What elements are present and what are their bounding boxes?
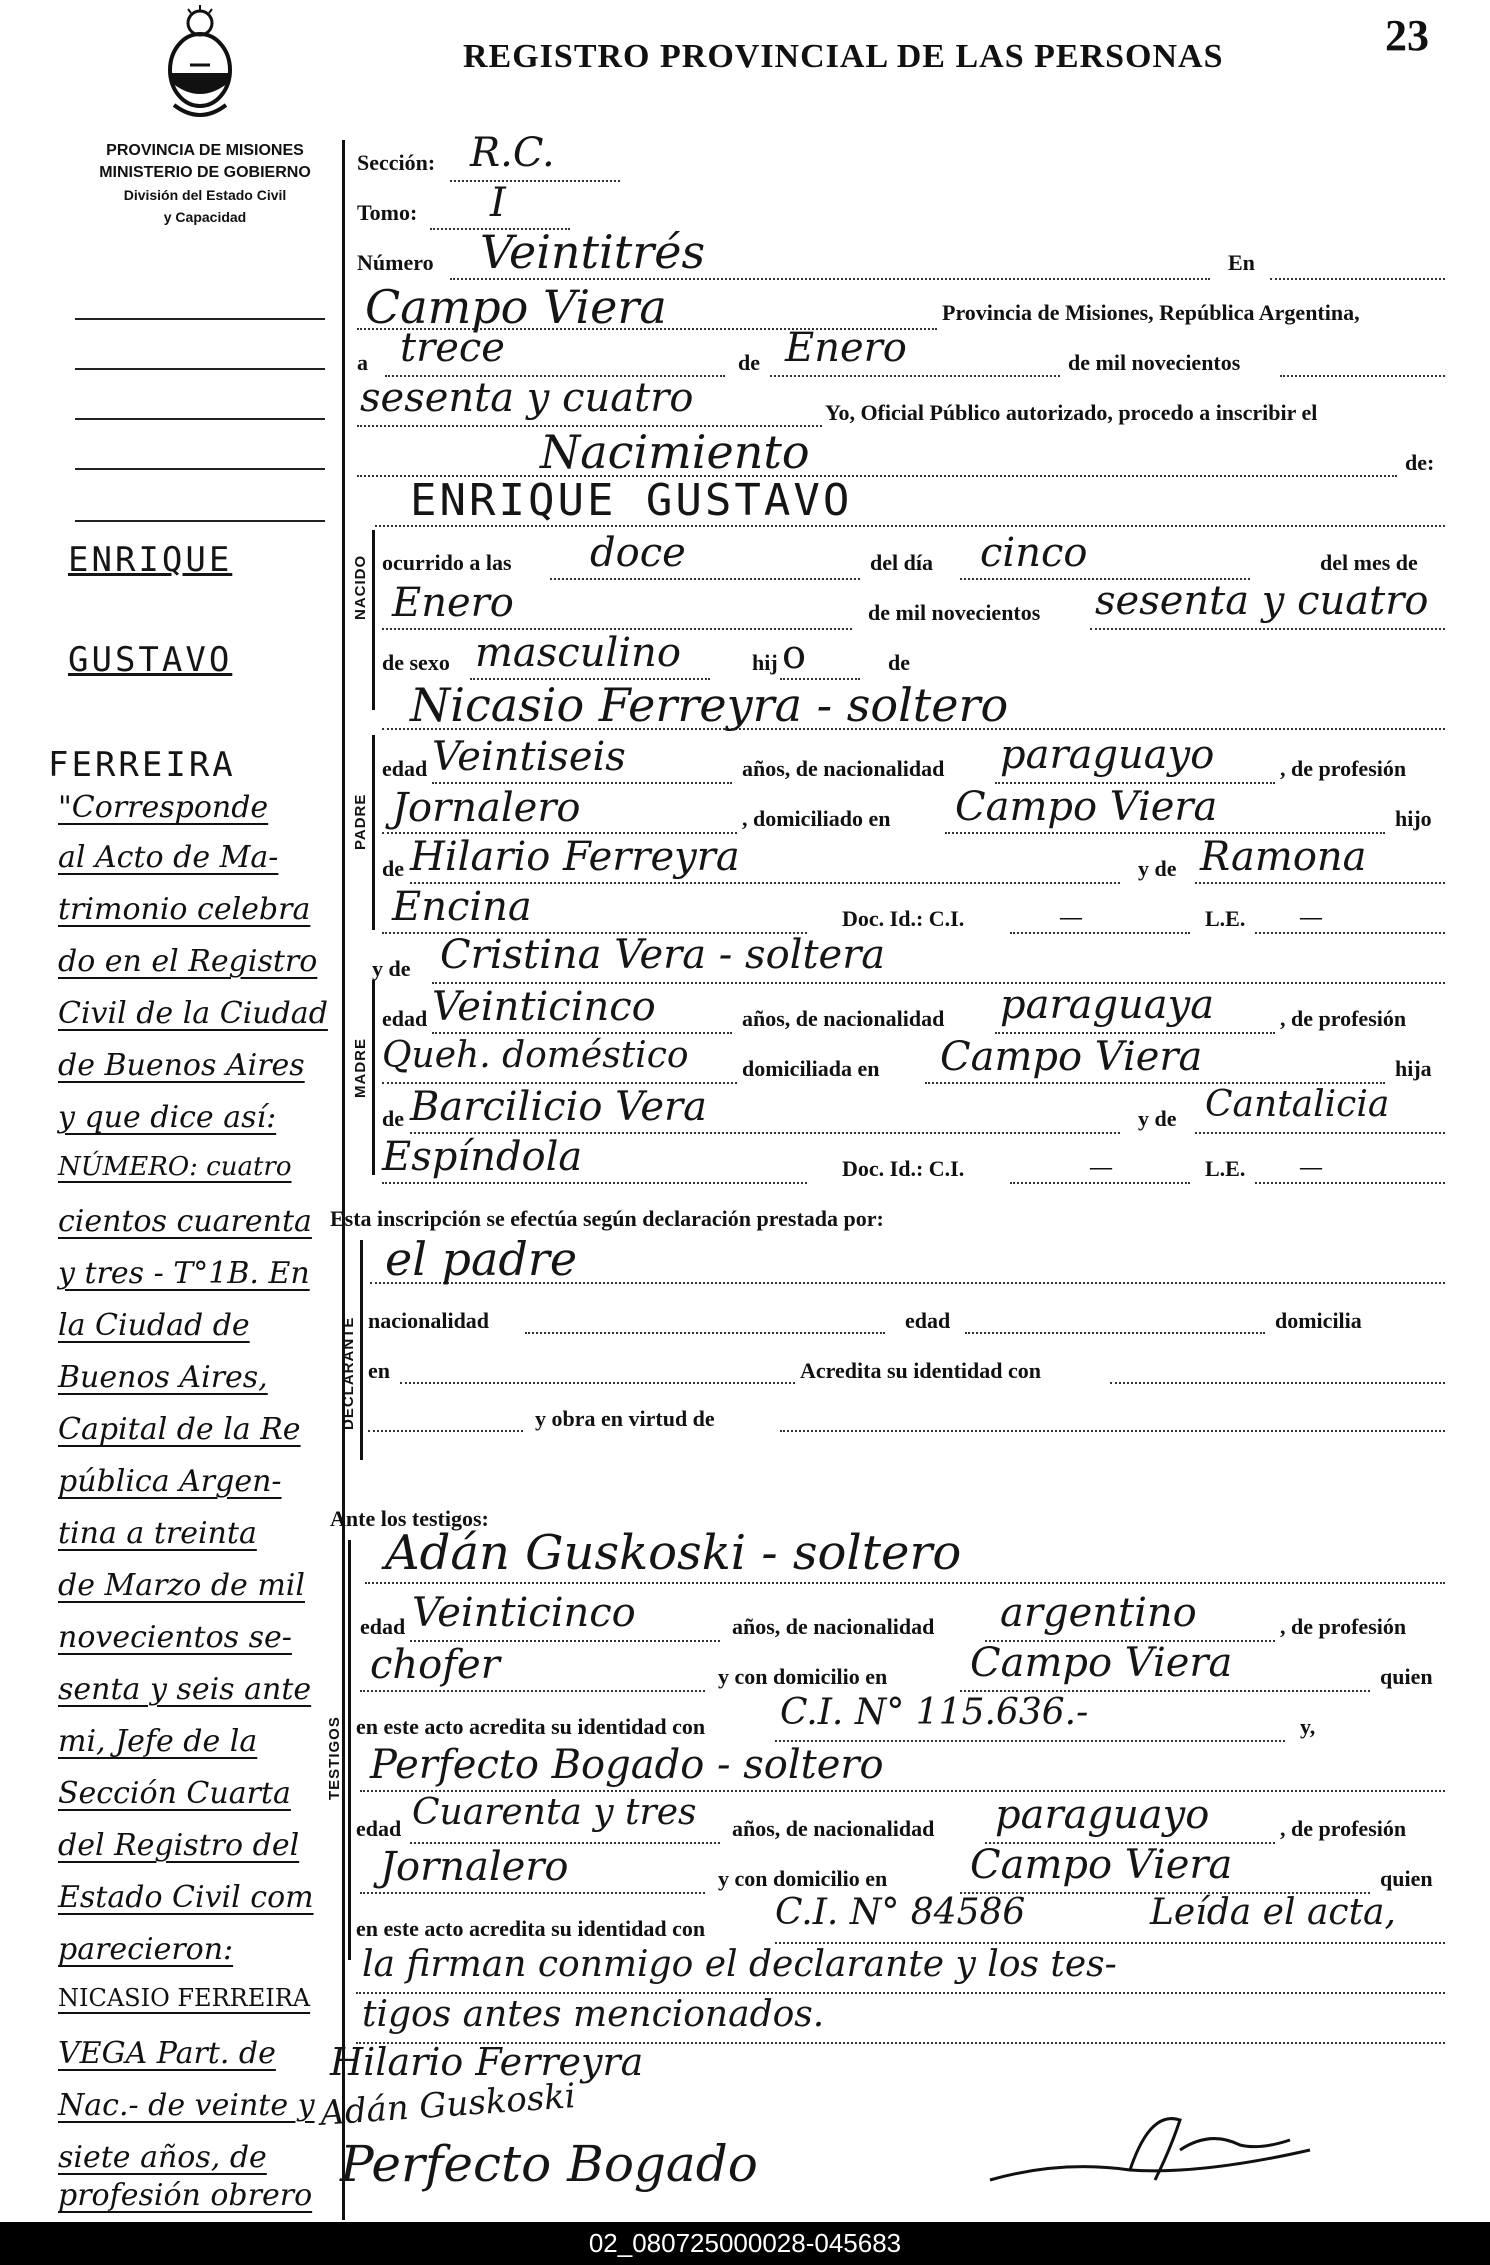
padre-madre-de-value-1: Ramona: [1200, 834, 1367, 880]
t1-nombre-value: Adán Guskoski - soltero: [385, 1525, 962, 1581]
madre-y-de2-line: [1195, 1132, 1445, 1134]
nacido-bracket: [372, 530, 375, 710]
t1-edad-value: Veinticinco: [412, 1590, 636, 1636]
margin-note-line: tina a treinta: [58, 1516, 257, 1551]
seccion-value: R.C.: [470, 130, 555, 176]
margin-note-line: y tres - T°1B. En: [58, 1256, 310, 1291]
t1-quien-label: quien: [1380, 1664, 1433, 1689]
padre-doc-line: [1010, 932, 1190, 934]
nombre-value: ENRIQUE GUSTAVO: [410, 475, 853, 526]
nacido-de-label: de: [888, 650, 910, 675]
numero-value: Veintitrés: [480, 225, 706, 279]
margin-blank-line: [75, 368, 325, 370]
cierre-line-3: tigos antes mencionados.: [362, 1994, 825, 2035]
margin-note-line: Sección Cuarta: [58, 1776, 291, 1811]
declarante-obra-line: [780, 1430, 1445, 1432]
margin-note-line: Buenos Aires,: [58, 1360, 268, 1395]
padre-dom-value: Campo Viera: [955, 784, 1218, 830]
padre-nac-label: años, de nacionalidad: [742, 756, 945, 781]
t1-dom-value: Campo Viera: [970, 1640, 1233, 1686]
signature-padre: Hilario Ferreyra: [330, 2040, 644, 2084]
t1-prof-label: , de profesión: [1280, 1614, 1407, 1639]
hora-value: doce: [590, 530, 686, 576]
seccion-label: Sección:: [357, 150, 436, 175]
margin-note-line: Capital de la Re: [58, 1412, 301, 1447]
declarante-en-label: en: [368, 1358, 390, 1383]
madre-y-de-label: y de: [372, 956, 411, 981]
t1-dom-label: y con domicilio en: [718, 1664, 888, 1689]
org-line-4: y Capacidad: [163, 209, 247, 225]
t2-quien-label: quien: [1380, 1866, 1433, 1891]
padre-madre-de-value-2: Encina: [392, 884, 532, 930]
hij-value: o: [782, 632, 807, 678]
sexo-value: masculino: [475, 630, 681, 676]
madre-doc-label: Doc. Id.: C.I.: [842, 1156, 965, 1181]
margin-note-line: cientos cuarenta: [58, 1204, 312, 1239]
hora-line: [550, 578, 860, 580]
margin-note-line: pública Argen-: [58, 1464, 282, 1499]
madre-nac-value: paraguaya: [1000, 982, 1215, 1028]
madre-bracket: [372, 980, 375, 1175]
margin-note-line: novecientos se-: [58, 1620, 292, 1655]
declarante-obra-label: y obra en virtud de: [535, 1406, 715, 1431]
mes-value: Enero: [785, 325, 907, 371]
signature-testigo-2: Perfecto Bogado: [340, 2135, 758, 2193]
margin-blank-line: [75, 318, 325, 320]
t2-dom-value: Campo Viera: [970, 1842, 1233, 1888]
de-mil-line: [1280, 375, 1445, 377]
margin-note-line: GUSTAVO: [68, 640, 233, 680]
padre-doc-label: Doc. Id.: C.I.: [842, 906, 965, 931]
org-line-3: División del Estado Civil: [123, 187, 287, 203]
declarante-por-value: el padre: [385, 1232, 578, 1286]
de-label: de: [738, 350, 760, 375]
margin-note-line: mi, Jefe de la: [58, 1724, 258, 1759]
section-madre: MADRE: [352, 1038, 369, 1098]
madre-hija-label: hija: [1395, 1056, 1432, 1081]
del-dia-label: del día: [870, 550, 933, 575]
madre-edad-line: [432, 1032, 732, 1034]
madre-doc-value: —: [1090, 1154, 1112, 1179]
org-line-2: MINISTERIO DE GOBIERNO: [99, 164, 311, 181]
madre-nombre-value: Cristina Vera - soltera: [440, 932, 886, 978]
madre-padre-de-value: Barcilicio Vera: [410, 1084, 707, 1130]
ocurrido-label: ocurrido a las: [382, 550, 512, 575]
declarante-intro-label: Esta inscripción se efectúa según declaración prestada por:: [330, 1206, 884, 1231]
padre-le-line: [1255, 932, 1445, 934]
margin-note-line: de Marzo de mil: [58, 1568, 305, 1603]
padre-y-de-label: y de: [1138, 856, 1177, 881]
margin-note-line: la Ciudad de: [58, 1308, 250, 1343]
padre-prof-label: , de profesión: [1280, 756, 1407, 781]
madre-edad-label: edad: [382, 1006, 428, 1031]
signature-oficial: [980, 2090, 1320, 2200]
en-line: [1270, 278, 1445, 280]
padre-doc-value: —: [1060, 904, 1082, 929]
madre-madre2-line: [382, 1182, 807, 1184]
margin-blank-line: [75, 418, 325, 420]
declarante-dom-label: domicilia: [1275, 1308, 1362, 1333]
t2-nac-label: años, de nacionalidad: [732, 1816, 935, 1841]
madre-prof-value: Queh. doméstico: [382, 1035, 689, 1076]
seccion-line: [450, 180, 620, 182]
t2-doc-value: C.I. N° 84586: [775, 1892, 1026, 1933]
anio-nac-value: sesenta y cuatro: [1095, 578, 1429, 624]
org-line-1: PROVINCIA DE MISIONES: [106, 142, 304, 159]
madre-le-line: [1255, 1182, 1445, 1184]
sexo-label: de sexo: [382, 650, 450, 675]
padre-dom-label: , domiciliado en: [742, 806, 891, 831]
a-label: a: [357, 350, 368, 375]
padre-nombre-value: Nicasio Ferreyra - soltero: [410, 678, 1009, 732]
anio-value: sesenta y cuatro: [360, 375, 694, 421]
tomo-value: I: [490, 180, 506, 226]
t1-y-label: y,: [1300, 1714, 1316, 1739]
margin-note-line: Estado Civil com: [58, 1880, 314, 1915]
en-label: En: [1228, 250, 1255, 275]
testigos-intro-label: Ante los testigos:: [330, 1506, 489, 1531]
declarante-nac-label: nacionalidad: [368, 1308, 490, 1333]
del-mes-label: del mes de: [1320, 550, 1418, 575]
padre-edad-line: [432, 782, 732, 784]
margin-note-line: VEGA Part. de: [58, 2036, 276, 2071]
t1-nombre-line: [365, 1582, 1445, 1584]
page-number: 23: [1385, 11, 1429, 60]
column-divider: [342, 140, 345, 2220]
mil-nac-label: de mil novecientos: [868, 600, 1041, 625]
t2-dom-label: y con domicilio en: [718, 1866, 888, 1891]
madre-madre-de-value-2: Espíndola: [382, 1134, 583, 1180]
padre-prof-value: Jornalero: [392, 785, 581, 831]
margin-note-line: y que dice así:: [58, 1100, 277, 1135]
declarante-acredita-line: [1110, 1382, 1445, 1384]
dia-nac-value: cinco: [980, 530, 1088, 576]
hij-label: hij: [752, 650, 778, 675]
t1-doc-value: C.I. N° 115.636.-: [780, 1692, 1089, 1733]
declarante-bracket: [360, 1240, 363, 1460]
de-mil-label: de mil novecientos: [1068, 350, 1241, 375]
padre-de-label: de: [382, 856, 404, 881]
t2-edad-value: Cuarenta y tres: [412, 1792, 697, 1833]
madre-nac-label: años, de nacionalidad: [742, 1006, 945, 1031]
margin-note-line: Nac.- de veinte y: [58, 2088, 315, 2123]
margin-note-line: de Buenos Aires: [58, 1048, 305, 1083]
margin-note-line: parecieron:: [58, 1932, 234, 1967]
madre-prof-label: , de profesión: [1280, 1006, 1407, 1031]
de-colon-label: de:: [1405, 450, 1435, 475]
mes-nac-value: Enero: [392, 580, 514, 626]
margin-note-line: trimonio celebra: [58, 892, 311, 927]
padre-edad-value: Veintiseis: [432, 734, 626, 780]
padre-nac-value: paraguayo: [1000, 732, 1215, 778]
t1-prof-line: [360, 1690, 705, 1692]
coat-of-arms-icon: [160, 5, 240, 125]
anio-nac-line: [1090, 628, 1445, 630]
t1-edad-label: edad: [360, 1614, 406, 1639]
t1-nac-value: argentino: [1000, 1590, 1197, 1636]
acto-value: Nacimiento: [540, 425, 810, 479]
t2-acredita-label: en este acto acredita su identidad con: [356, 1916, 706, 1941]
t1-prof-value: chofer: [370, 1642, 500, 1688]
margin-note-line: "Corresponde: [58, 790, 269, 825]
padre-y-de-line: [1195, 882, 1445, 884]
section-testigos: TESTIGOS: [326, 1716, 343, 1800]
oficial-label: Yo, Oficial Público autorizado, procedo a inscribir el: [825, 400, 1318, 425]
madre-madre-de-value-1: Cantalicia: [1205, 1084, 1390, 1125]
org-block: [75, 140, 335, 228]
margin-note-line: del Registro del: [58, 1828, 300, 1863]
padre-padre-de-value: Hilario Ferreyra: [410, 834, 740, 880]
testigos-bracket: [348, 1540, 351, 1960]
page-title: REGISTRO PROVINCIAL DE LAS PERSONAS: [463, 38, 1224, 75]
madre-le-label: L.E.: [1205, 1156, 1246, 1181]
margin-note-line: FERREIRA: [48, 745, 236, 785]
madre-doc-line: [1010, 1182, 1190, 1184]
madre-de-label: de: [382, 1106, 404, 1131]
padre-bracket: [372, 735, 375, 930]
madre-dom-label: domiciliada en: [742, 1056, 880, 1081]
mes-line: [770, 375, 1060, 377]
section-padre: PADRE: [352, 793, 369, 850]
madre-dom-value: Campo Viera: [940, 1034, 1203, 1080]
t2-nac-value: paraguayo: [995, 1792, 1210, 1838]
section-declarante: DECLARANTE: [340, 1316, 357, 1430]
signature-testigo-1: Adán Guskoski: [318, 2076, 577, 2134]
margin-note-line: Civil de la Ciudad: [58, 996, 328, 1031]
padre-hijo-label: hijo: [1395, 806, 1432, 831]
margin-note-line: do en el Registro: [58, 944, 318, 979]
t2-prof-value: Jornalero: [380, 1844, 569, 1890]
t2-edad-label: edad: [356, 1816, 402, 1841]
margin-note-line: ENRIQUE: [68, 540, 233, 580]
margin-note-line: siete años, de: [58, 2140, 267, 2175]
cierre-line-1: Leída el acta,: [1150, 1892, 1396, 1933]
declarante-acredita-label: Acredita su identidad con: [800, 1358, 1042, 1383]
declarante-edad-line: [965, 1332, 1265, 1334]
madre-le-value: —: [1300, 1154, 1322, 1179]
margin-blank-line: [75, 468, 325, 470]
tomo-label: Tomo:: [357, 200, 418, 225]
t1-nac-label: años, de nacionalidad: [732, 1614, 935, 1639]
madre-edad-value: Veinticinco: [432, 984, 656, 1030]
footer-code: 02_080725000028-045683: [0, 2222, 1490, 2265]
declarante-blank-line: [368, 1430, 523, 1432]
margin-note-line: al Acto de Ma-: [58, 840, 279, 875]
t2-nombre-value: Perfecto Bogado - soltero: [370, 1742, 884, 1788]
t2-prof-label: , de profesión: [1280, 1816, 1407, 1841]
lugar-value: Campo Viera: [365, 280, 667, 334]
padre-le-value: —: [1300, 904, 1322, 929]
margin-note-line: NICASIO FERREIRA: [58, 1984, 311, 2012]
padre-edad-label: edad: [382, 756, 428, 781]
numero-label: Número: [357, 250, 434, 275]
madre-y-de2-label: y de: [1138, 1106, 1177, 1131]
margin-blank-line: [75, 520, 325, 522]
declarante-en-line: [400, 1382, 795, 1384]
provincia-label: Provincia de Misiones, República Argentina,: [942, 300, 1360, 325]
margin-note-line: profesión obrero: [58, 2178, 313, 2213]
padre-le-label: L.E.: [1205, 906, 1246, 931]
t1-acredita-label: en este acto acredita su identidad con: [356, 1714, 706, 1739]
t2-prof-line: [360, 1892, 705, 1894]
declarante-nac-line: [525, 1332, 885, 1334]
declarante-edad-label: edad: [905, 1308, 951, 1333]
margin-note-line: senta y seis ante: [58, 1672, 312, 1707]
cierre-line-2: la firman conmigo el declarante y los tes-: [362, 1944, 1117, 1985]
dia-value: trece: [400, 325, 505, 371]
margin-note-line: NÚMERO: cuatro: [58, 1152, 292, 1182]
section-nacido: NACIDO: [352, 554, 369, 620]
